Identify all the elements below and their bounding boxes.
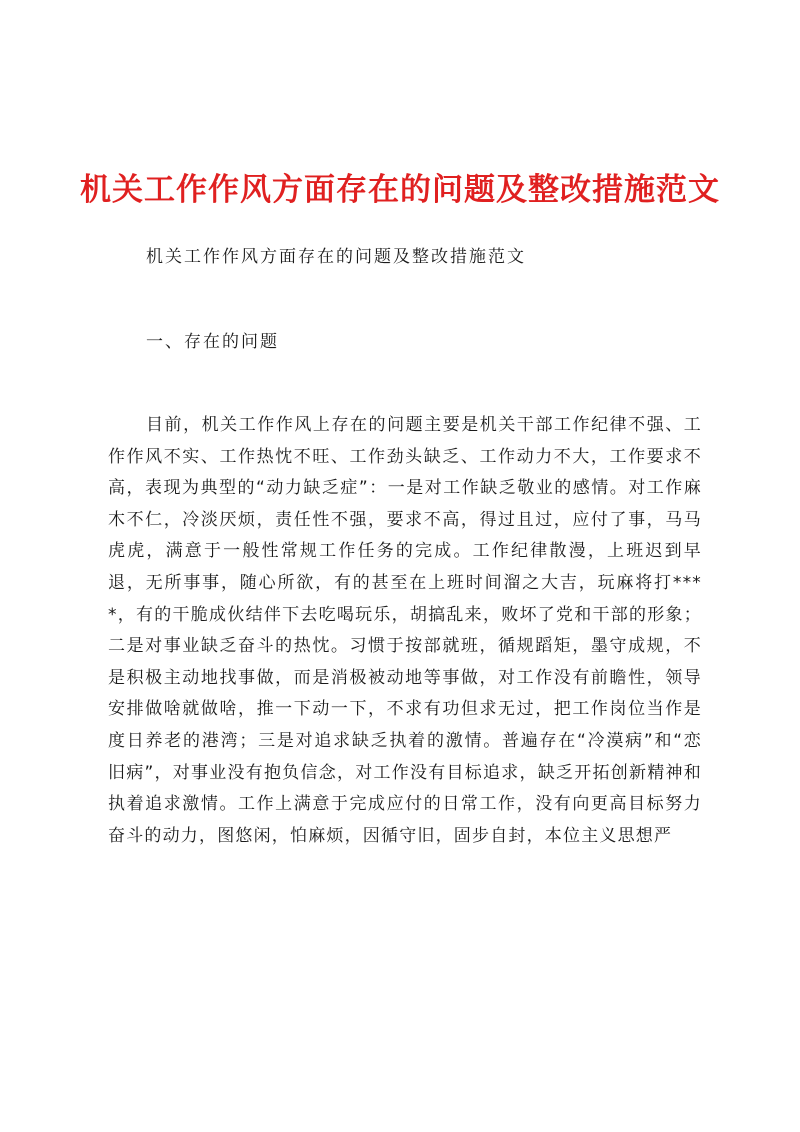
section-heading: 一、存在的问题 (146, 332, 279, 352)
document-title: 机关工作作风方面存在的问题及整改措施范文 (80, 172, 720, 208)
document-subtitle: 机关工作作风方面存在的问题及整改措施范文 (146, 247, 526, 267)
body-paragraph: 目前，机关工作作风上存在的问题主要是机关干部工作纪律不强、工作作风不实、工作热忱不旺、工作劲头缺乏、工作动力不大，工作要求不高，表现为典型的“动力缺乏症”：一是对工作缺乏敬业的感情。对工作麻木不仁，冷淡厌烦，责任性不强，要求不高，得过且过，应付了事，马马虎虎，满意于一般性常规工作任务的完成。工作纪律散漫，上班迟到早退，无所事事，随心所欲，有的甚至在上班时间溜之大吉，玩麻将打****，有的干脆成伙结伴下去吃喝玩乐，胡搞乱来，败坏了党和干部的形象；二是对事业缺乏奋斗的热忱。习惯于按部就班，循规蹈矩，墨守成规，不是积极主动地找事做，而是消极被动地等事做，对工作没有前瞻性，领导安排做啥就做啥，推一下动一下，不求有功但求无过，把工作岗位当作是度日养老的港湾；三是对追求缺乏执着的激情。普遍存在“冷漠病”和“恋旧病”，对事业没有抱负信念，对工作没有目标追求，缺乏开拓创新精神和执着追求激情。工作上满意于完成应付的日常工作，没有向更高目标努力奋斗的动力，图悠闲，怕麻烦，因循守旧，固步自封，本位主义思想严 (108, 415, 702, 846)
